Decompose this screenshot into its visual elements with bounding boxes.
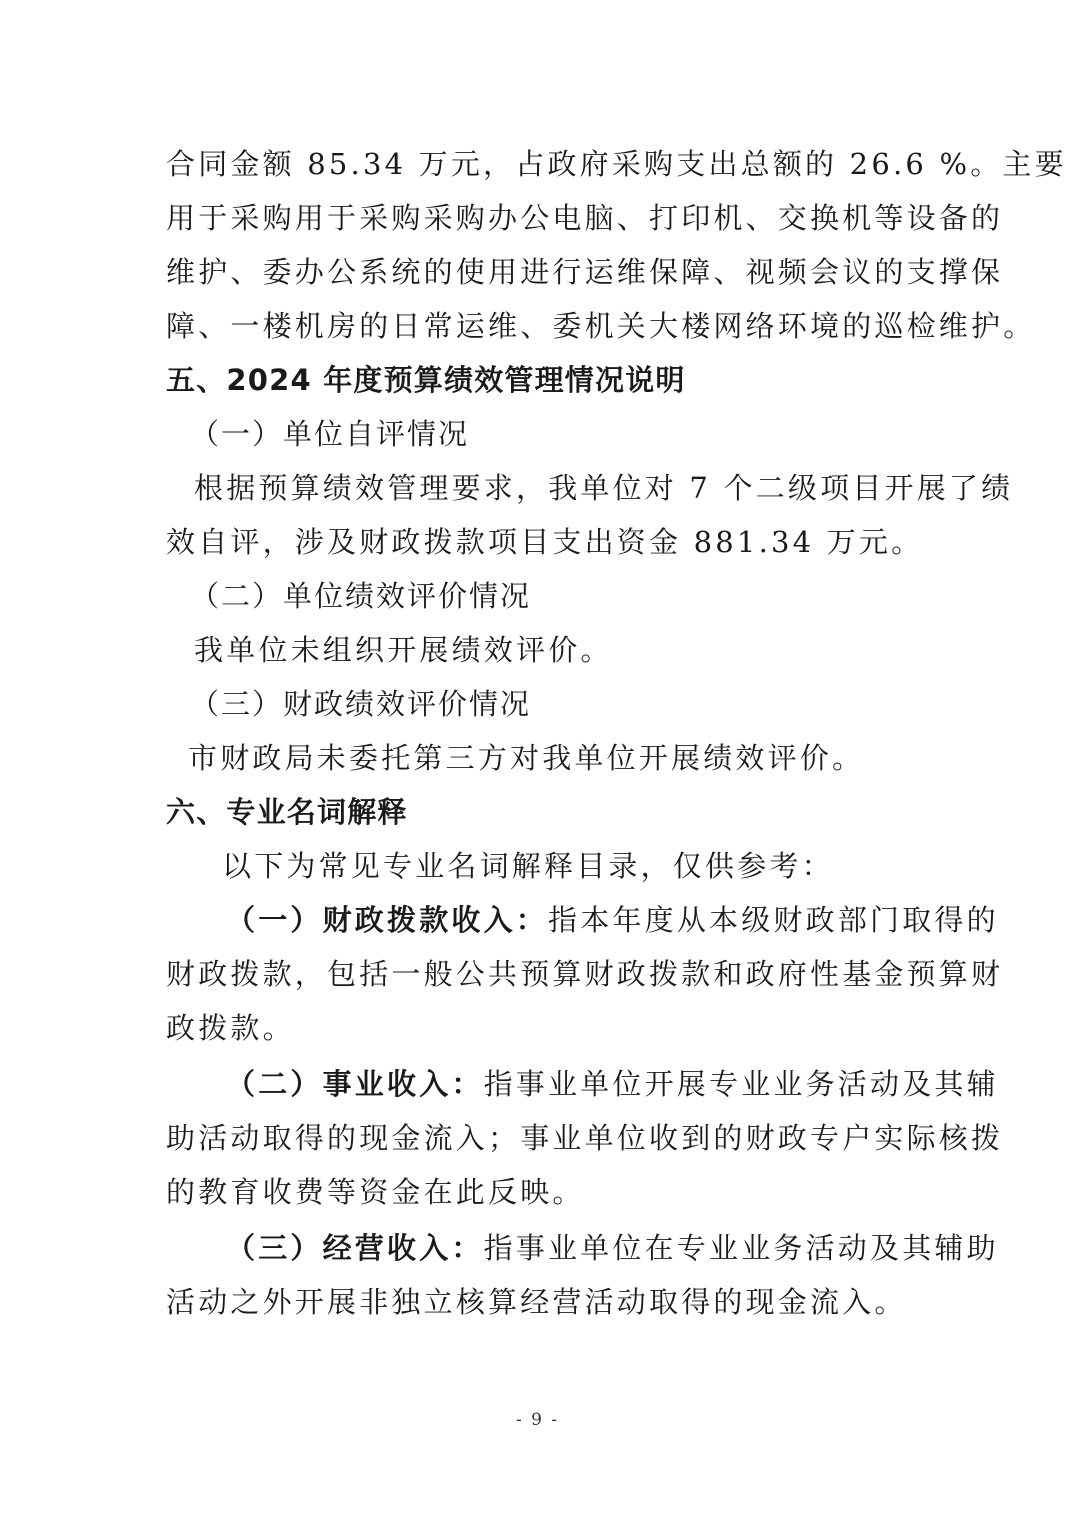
paragraph-line: 我单位未组织开展绩效评价。: [194, 633, 613, 667]
section-heading: 五、2024 年度预算绩效管理情况说明: [166, 363, 686, 397]
paragraph-line: 的教育收费等资金在此反映。: [166, 1175, 585, 1209]
subsection-title: （二）单位绩效评价情况: [190, 579, 532, 613]
term-line: [226, 1064, 999, 1104]
term-definition: 指事业单位开展专业业务活动及其辅: [483, 1067, 999, 1101]
paragraph-line: 维护、委办公系统的使用进行运维保障、视频会议的支撑保: [166, 255, 1004, 289]
paragraph-line: 政拨款。: [166, 1011, 295, 1045]
term-line: [226, 1228, 999, 1268]
term-label: （一）财政拨款收入：: [226, 903, 549, 937]
paragraph-line: 助活动取得的现金流入；事业单位收到的财政专户实际核拨: [166, 1121, 1004, 1155]
paragraph-line: 效自评，涉及财政拨款项目支出资金 881.34 万元。: [166, 525, 924, 559]
paragraph-line: 用于采购用于采购采购办公电脑、打印机、交换机等设备的: [166, 201, 1004, 235]
paragraph-line: 障、一楼机房的日常运维、委机关大楼网络环境的巡检维护。: [166, 309, 1036, 343]
section-heading: 六、专业名词解释: [166, 795, 408, 829]
paragraph-line: 财政拨款，包括一般公共预算财政拨款和政府性基金预算财: [166, 957, 1004, 991]
term-line: [226, 900, 999, 940]
subsection-title: （一）单位自评情况: [190, 417, 470, 451]
paragraph-line: 根据预算绩效管理要求，我单位对 7 个二级项目开展了绩: [194, 471, 1014, 505]
paragraph-line: 市财政局未委托第三方对我单位开展绩效评价。: [188, 741, 865, 775]
subsection-title: （三）财政绩效评价情况: [190, 687, 532, 721]
paragraph-line: 合同金额 85.34 万元，占政府采购支出总额的 26.6 %。主要: [166, 147, 1067, 181]
term-definition: 指事业单位在专业业务活动及其辅助: [483, 1231, 999, 1265]
paragraph-line: 活动之外开展非独立核算经营活动取得的现金流入。: [166, 1285, 907, 1319]
term-label: （三）经营收入：: [226, 1231, 484, 1265]
page-number: - 9 -: [515, 1410, 560, 1430]
paragraph-line: 以下为常见专业名词解释目录，仅供参考：: [222, 849, 834, 883]
term-definition: 指本年度从本级财政部门取得的: [548, 903, 999, 937]
term-label: （二）事业收入：: [226, 1067, 484, 1101]
